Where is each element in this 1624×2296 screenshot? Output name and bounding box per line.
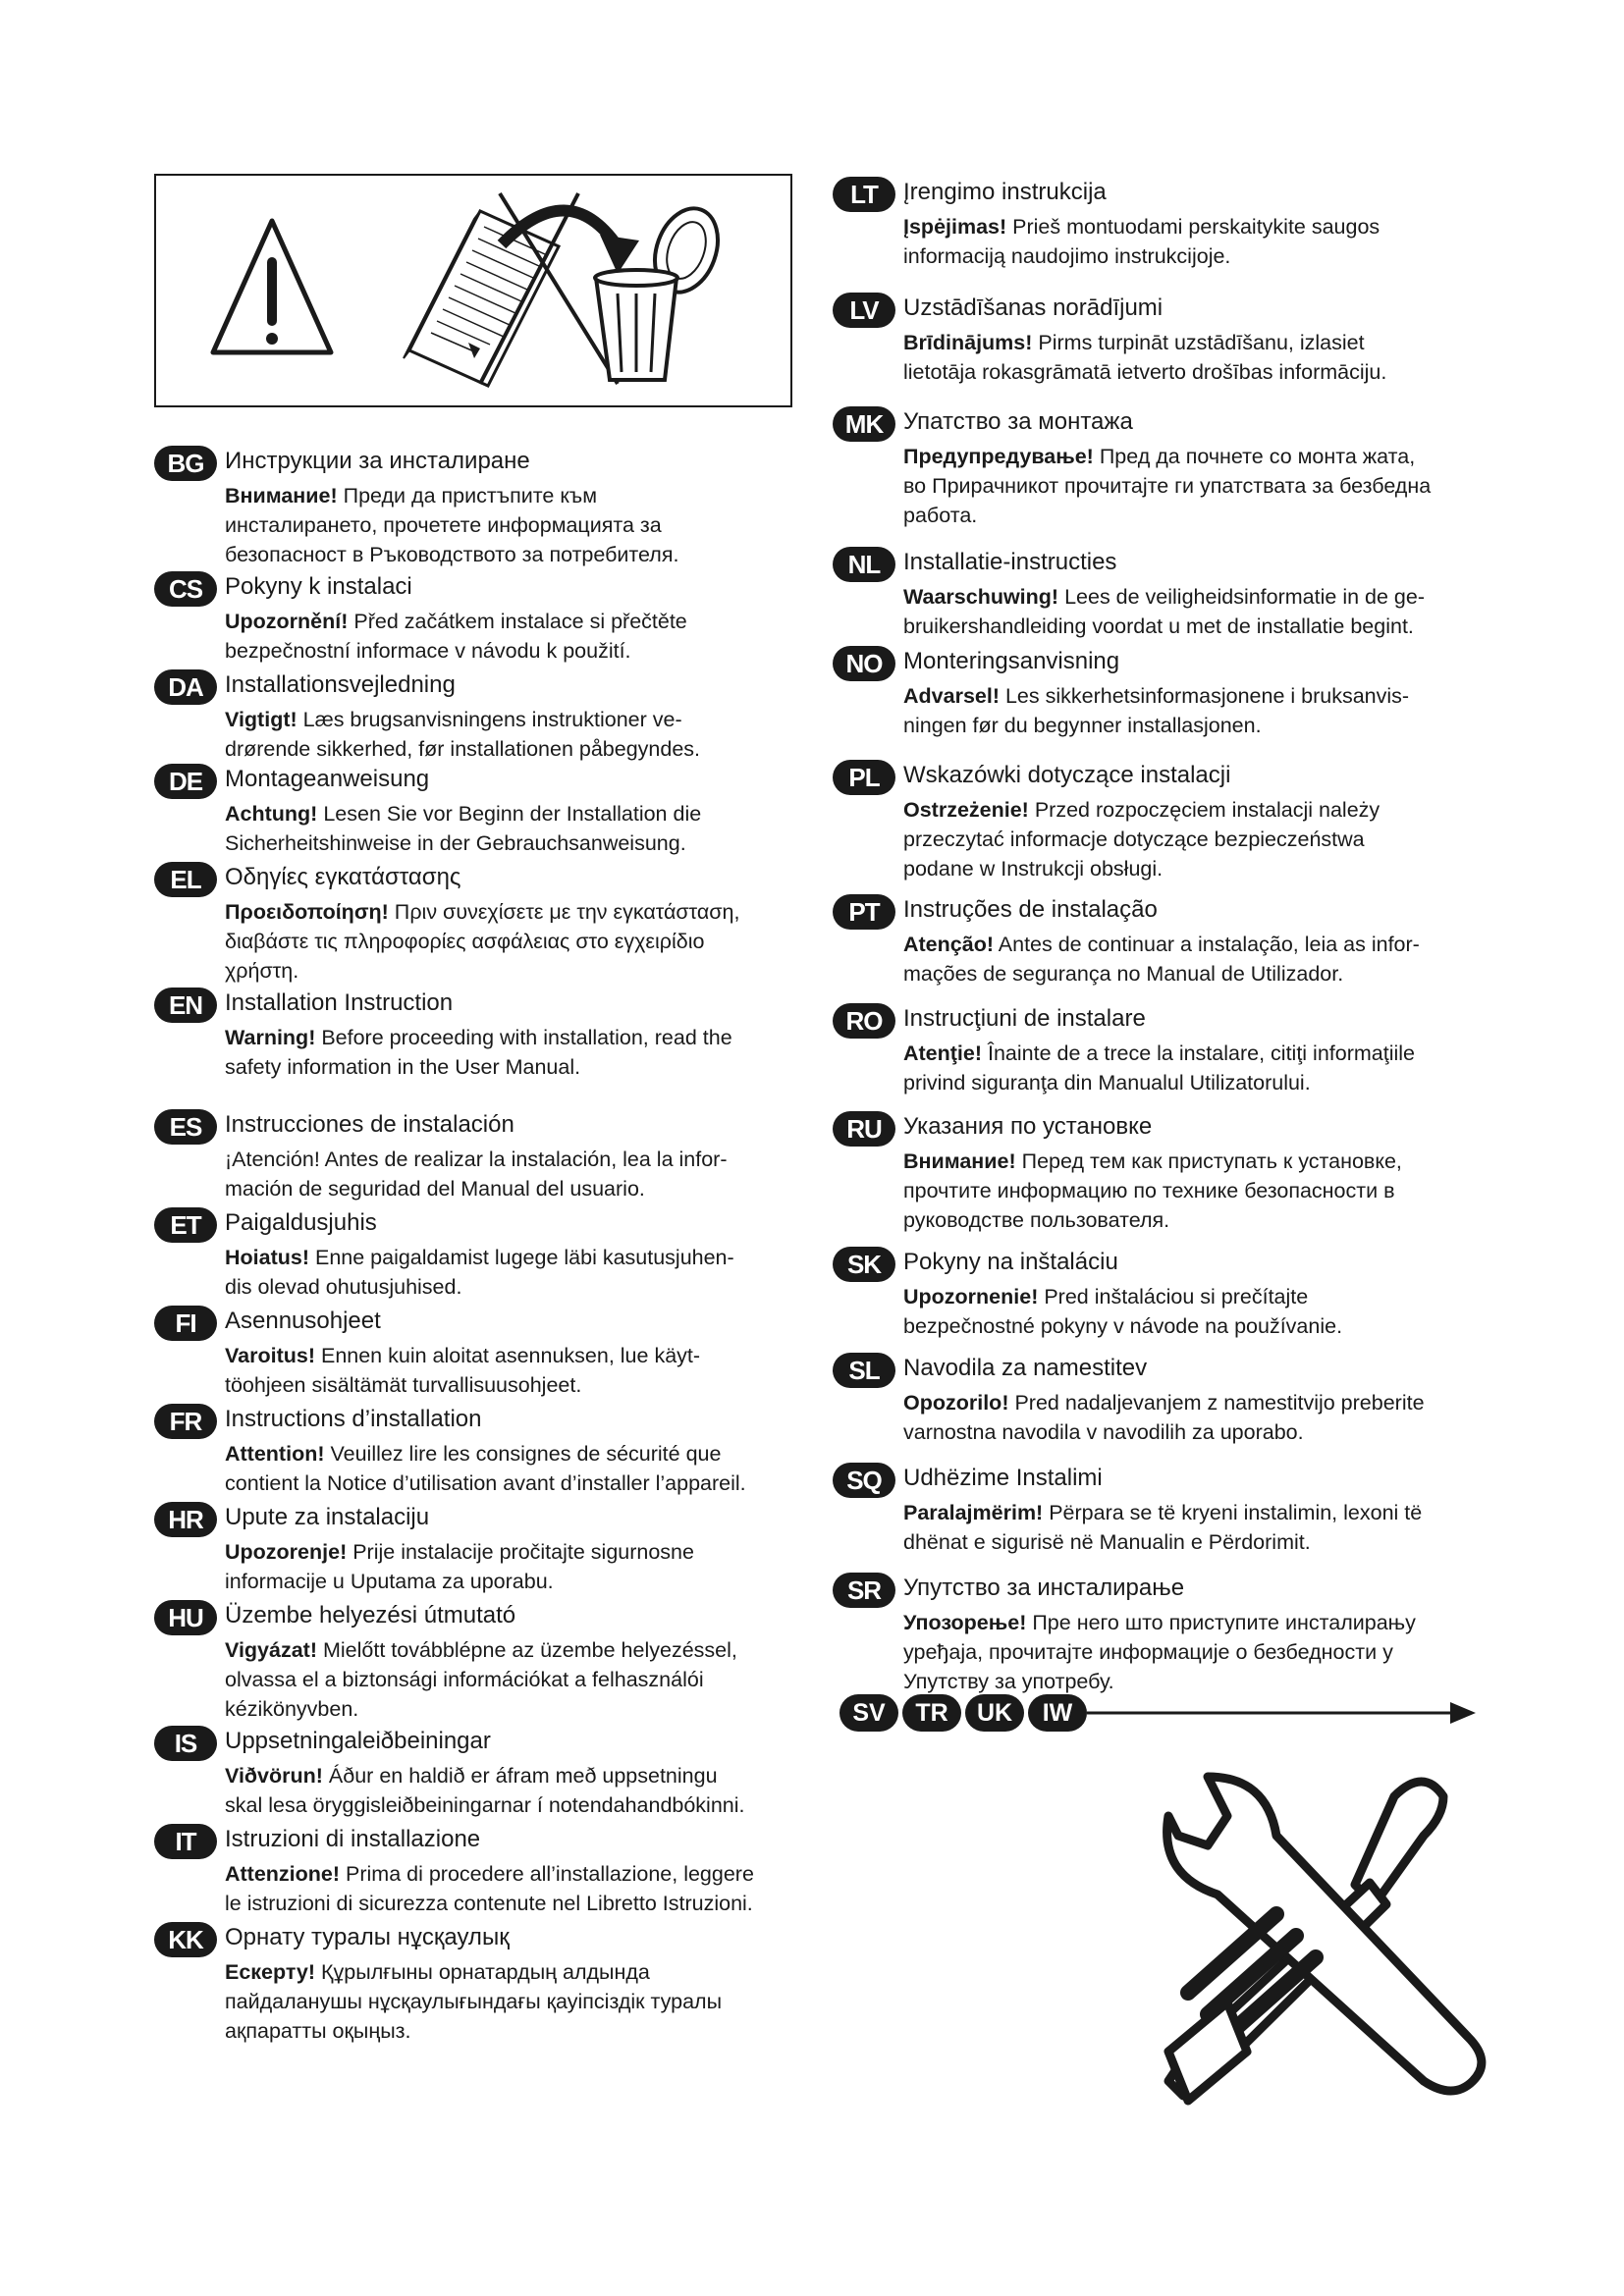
body-text: lietotāja rokasgrāmatā ietverto drošības informāciju. xyxy=(903,360,1387,384)
language-code-badge: HU xyxy=(154,1600,217,1635)
body-text: Пре него што приступите инсталирању xyxy=(1026,1611,1416,1634)
language-entry-body xyxy=(225,607,687,666)
body-text: Áður en haldið er áfram með uppsetningu xyxy=(322,1764,718,1788)
language-code-badge: KK xyxy=(154,1922,217,1957)
language-entry-title: Įrengimo instrukcija xyxy=(903,179,1107,205)
language-entry-title: Instruções de instalação xyxy=(903,896,1158,923)
warning-label: Attention! xyxy=(225,1442,325,1466)
language-entry-title: Pokyny na inštaláciu xyxy=(903,1249,1118,1275)
warning-label: Advarsel! xyxy=(903,684,1000,708)
language-entry-title: Инструкции за инсталиране xyxy=(225,448,530,474)
body-line xyxy=(225,2016,722,2046)
body-line xyxy=(225,1889,754,1918)
language-entry-title: Monteringsanvisning xyxy=(903,648,1120,674)
language-entry-body xyxy=(903,1498,1422,1557)
language-entry-title: Instrucţiuni de instalare xyxy=(903,1005,1146,1032)
body-line xyxy=(903,1176,1402,1205)
language-code-badge: SL xyxy=(833,1353,895,1388)
body-text: skal lesa öryggisleiðbeiningarnar í notendahandbókinni. xyxy=(225,1793,745,1817)
body-line xyxy=(903,1667,1416,1696)
body-line xyxy=(225,1957,722,1987)
body-line xyxy=(225,1694,737,1724)
wrench-screwdriver-icon xyxy=(1129,1757,1502,2120)
body-line xyxy=(903,612,1425,641)
body-text: Enne paigaldamist lugege läbi kasutusjuhen- xyxy=(309,1246,734,1269)
warning-label: Upozornění! xyxy=(225,610,349,633)
language-code-badge: HR xyxy=(154,1502,217,1537)
language-entry-title: Instrucciones de instalación xyxy=(225,1111,514,1138)
warning-label: Warning! xyxy=(225,1026,316,1049)
body-line xyxy=(903,1388,1425,1417)
body-text: работа. xyxy=(903,504,978,527)
warning-label: Ostrzeżenie! xyxy=(903,798,1029,822)
body-text: Prieš montuodami perskaitykite saugos xyxy=(1006,215,1380,239)
body-line xyxy=(225,705,700,734)
warning-label: Opozorilo! xyxy=(903,1391,1009,1415)
body-line xyxy=(903,930,1420,959)
language-code-badge: DA xyxy=(154,669,217,705)
body-text: dis olevad ohutusjuhised. xyxy=(225,1275,462,1299)
body-text: во Прирачникот прочитајте ги упатствата за безбедна xyxy=(903,474,1432,498)
body-text: Перед тем как приступать к установке, xyxy=(1015,1149,1402,1173)
language-entry-body xyxy=(903,795,1380,883)
warning-label: Предупредување! xyxy=(903,445,1094,468)
language-code-badge: SR xyxy=(833,1573,895,1608)
language-code-badge: RO xyxy=(833,1003,895,1039)
language-entry-body xyxy=(903,1608,1416,1696)
body-text: Před začátkem instalace si přečtěte xyxy=(348,610,687,633)
language-code-badge: MK xyxy=(833,406,895,442)
body-line xyxy=(903,442,1431,471)
language-entry-title: Упатство за монтажа xyxy=(903,408,1133,435)
body-line xyxy=(225,1243,734,1272)
body-text: Ennen kuin aloitat asennuksen, lue käyt- xyxy=(315,1344,701,1367)
body-line xyxy=(903,1637,1416,1667)
language-entry-body xyxy=(903,582,1425,641)
body-text: ақпаратты оқыңыз. xyxy=(225,2019,411,2043)
language-entry-body xyxy=(903,681,1409,740)
more-languages-row xyxy=(839,1694,1488,1743)
body-text: Преди да пристъпите към xyxy=(337,484,597,507)
body-line xyxy=(225,1272,734,1302)
body-text: инсталирането, прочетете информацията за xyxy=(225,513,662,537)
language-entry-body xyxy=(225,1439,746,1498)
body-line xyxy=(225,1174,728,1203)
language-badge: IW xyxy=(1028,1694,1087,1732)
warning-label: Įspėjimas! xyxy=(903,215,1007,239)
language-entry-title: Installation Instruction xyxy=(225,989,454,1016)
body-text: Pirms turpināt uzstādīšanu, izlasiet xyxy=(1032,331,1365,354)
language-entry-title: Орнату туралы нұсқаулық xyxy=(225,1924,510,1950)
body-line xyxy=(225,540,678,569)
language-code-badge: SK xyxy=(833,1247,895,1282)
body-text: informaciją naudojimo instrukcijoje. xyxy=(903,244,1231,268)
language-code-badge: CS xyxy=(154,571,217,607)
language-entry-body xyxy=(225,1145,728,1203)
warning-label: Внимание! xyxy=(903,1149,1016,1173)
body-text: уређаја, прочитајте информације о безбедности у xyxy=(903,1640,1393,1664)
body-line xyxy=(225,1635,737,1665)
body-text: podane w Instrukcji obsługi. xyxy=(903,857,1164,881)
warning-label: Atenţie! xyxy=(903,1041,983,1065)
body-line xyxy=(225,636,687,666)
body-line xyxy=(225,1665,737,1694)
body-line xyxy=(225,1761,745,1790)
language-entry-title: Instructions d’installation xyxy=(225,1406,482,1432)
language-entry-body xyxy=(903,1039,1415,1097)
language-entry-body xyxy=(903,930,1420,988)
body-line xyxy=(903,959,1420,988)
body-text: Përpara se të kryeni instalimin, lexoni të xyxy=(1043,1501,1423,1524)
body-line xyxy=(225,828,701,858)
body-line xyxy=(225,481,678,510)
body-line xyxy=(903,582,1425,612)
body-line xyxy=(903,711,1409,740)
warning-label: Upozornenie! xyxy=(903,1285,1039,1308)
body-line xyxy=(225,1341,700,1370)
body-line xyxy=(225,956,739,986)
warning-label: Προειδοποίηση! xyxy=(225,900,389,924)
language-code-badge: IT xyxy=(154,1824,217,1859)
warning-illustration-box xyxy=(154,174,792,407)
body-line xyxy=(225,1145,728,1174)
body-line xyxy=(903,1498,1422,1527)
language-entry-title: Paigaldusjuhis xyxy=(225,1209,377,1236)
language-entry-title: Installationsvejledning xyxy=(225,671,456,698)
body-text: contient la Notice d’utilisation avant d’installer l’appareil. xyxy=(225,1471,746,1495)
language-entry-body xyxy=(225,1957,722,2046)
body-text: Înainte de a trece la instalare, citiţi informaţiile xyxy=(982,1041,1415,1065)
manual-booklet-icon xyxy=(404,211,559,386)
body-line xyxy=(225,1439,746,1468)
warning-label: Hoiatus! xyxy=(225,1246,309,1269)
trash-bin-icon xyxy=(595,199,729,380)
language-code-badge: PL xyxy=(833,760,895,795)
body-text: Πριν συνεχίσετε με την εγκατάσταση, xyxy=(388,900,740,924)
language-entry-title: Installatie-instructies xyxy=(903,549,1117,575)
language-entry-title: Navodila za namestitev xyxy=(903,1355,1148,1381)
body-text: διαβάστε τις πληροφορίες ασφάλειας στο εγχειρίδιο xyxy=(225,930,705,953)
warning-label: Упозорење! xyxy=(903,1611,1027,1634)
language-badge: TR xyxy=(902,1694,961,1732)
language-entry-body xyxy=(903,1388,1425,1447)
body-line xyxy=(903,241,1380,271)
warning-label: Ескерту! xyxy=(225,1960,316,1984)
body-text: bezpečnostné pokyny v návode na používanie. xyxy=(903,1314,1343,1338)
language-entry-title: Упутство за инсталирање xyxy=(903,1575,1185,1601)
body-line xyxy=(903,1527,1422,1557)
body-line xyxy=(903,471,1431,501)
body-line xyxy=(903,1068,1415,1097)
language-code-badge: PT xyxy=(833,894,895,930)
language-entry-title: Οδηγίες εγκατάστασης xyxy=(225,864,461,890)
warning-label: Внимание! xyxy=(225,484,338,507)
language-code-badge: NO xyxy=(833,646,895,681)
body-text: Құрылғыны орнатардың алдында xyxy=(315,1960,650,1984)
language-code-badge: ES xyxy=(154,1109,217,1145)
body-text: drørende sikkerhed, før installationen påbegyndes. xyxy=(225,737,701,761)
body-text: Przed rozpoczęciem instalacji należy xyxy=(1028,798,1380,822)
body-line xyxy=(225,927,739,956)
warning-label: Atenção! xyxy=(903,933,994,956)
language-entry-body xyxy=(225,1341,700,1400)
body-text: Les sikkerhetsinformasjonene i bruksanvis- xyxy=(1000,684,1410,708)
warning-illustration xyxy=(156,176,790,405)
language-entry-body xyxy=(903,1282,1342,1341)
body-text: mações de segurança no Manual de Utilizador. xyxy=(903,962,1344,986)
body-line xyxy=(225,734,700,764)
body-line xyxy=(225,1537,694,1567)
body-text: Pred nadaljevanjem z namestitvijo preberite xyxy=(1008,1391,1425,1415)
warning-label: Upozorenje! xyxy=(225,1540,348,1564)
arrow-right-icon xyxy=(1087,1698,1480,1728)
body-line xyxy=(903,212,1380,241)
body-text: ningen før du begynner installasjonen. xyxy=(903,714,1262,737)
language-entry-title: Istruzioni di installazione xyxy=(225,1826,481,1852)
language-badge: UK xyxy=(965,1694,1024,1732)
body-line xyxy=(225,799,701,828)
warning-label: Varoitus! xyxy=(225,1344,315,1367)
language-code-badge: LT xyxy=(833,177,895,212)
body-text: Prima di procedere all’installazione, leggere xyxy=(340,1862,754,1886)
language-code-badge: FI xyxy=(154,1306,217,1341)
warning-label: Vigyázat! xyxy=(225,1638,317,1662)
body-text: le istruzioni di sicurezza contenute nel Libretto Istruzioni. xyxy=(225,1892,753,1915)
body-line xyxy=(225,897,739,927)
language-entry-body xyxy=(225,1761,745,1820)
body-line xyxy=(225,1370,700,1400)
language-entry-title: Uppsetningaleiðbeiningar xyxy=(225,1728,491,1754)
body-text: χρήστη. xyxy=(225,959,299,983)
body-text: przeczytać informacje dotyczące bezpieczeństwa xyxy=(903,828,1365,851)
language-code-badge: ET xyxy=(154,1207,217,1243)
body-text: Veuillez lire les consignes de sécurité que xyxy=(324,1442,722,1466)
body-text: Antes de continuar a instalação, leia as infor- xyxy=(993,933,1420,956)
body-text: varnostna navodila v navodilih za uporabo. xyxy=(903,1420,1304,1444)
body-line xyxy=(225,1859,754,1889)
body-line xyxy=(225,1052,732,1082)
body-line xyxy=(903,795,1380,825)
body-text: dhënat e sigurisë në Manualin e Përdorimit. xyxy=(903,1530,1311,1554)
language-badge: SV xyxy=(839,1694,898,1732)
warning-label: Attenzione! xyxy=(225,1862,341,1886)
body-line xyxy=(225,1987,722,2016)
body-text: прочтите информацию по технике безопасности в xyxy=(903,1179,1395,1202)
language-entry-body xyxy=(225,1859,754,1918)
language-code-badge: BG xyxy=(154,446,217,481)
warning-label: Vigtigt! xyxy=(225,708,298,731)
language-code-badge: EL xyxy=(154,862,217,897)
body-text: Lees de veiligheidsinformatie in de ge- xyxy=(1058,585,1425,609)
language-entry-title: Üzembe helyezési útmutató xyxy=(225,1602,516,1629)
language-code-badge: SQ xyxy=(833,1463,895,1498)
body-text: töohjeen sisältämät turvallisuusohjeet. xyxy=(225,1373,582,1397)
body-text: Пред да почнете со монта жата, xyxy=(1093,445,1416,468)
warning-label: Brīdinājums! xyxy=(903,331,1033,354)
body-line xyxy=(903,854,1380,883)
body-text: Prije instalacije pročitajte sigurnosne xyxy=(347,1540,694,1564)
language-entry-body xyxy=(225,897,739,986)
body-text: safety information in the User Manual. xyxy=(225,1055,581,1079)
language-entry-title: Uzstādīšanas norādījumi xyxy=(903,294,1164,321)
language-entry-title: Udhëzime Instalimi xyxy=(903,1465,1103,1491)
body-line xyxy=(903,1608,1416,1637)
body-text: ¡Atención! Antes de realizar la instalación, lea la infor- xyxy=(225,1148,728,1171)
language-entry-title: Upute za instalaciju xyxy=(225,1504,430,1530)
language-entry-body xyxy=(225,1635,737,1724)
language-entry-body xyxy=(225,1023,732,1082)
body-text: privind siguranţa din Manualul Utilizatorului. xyxy=(903,1071,1311,1095)
language-code-badge: DE xyxy=(154,764,217,799)
body-text: Mielőtt továbblépne az üzembe helyezéssel, xyxy=(317,1638,737,1662)
body-line xyxy=(903,501,1431,530)
language-entry-body xyxy=(903,1147,1402,1235)
warning-label: Paralajmërim! xyxy=(903,1501,1044,1524)
body-line xyxy=(903,1311,1342,1341)
language-entry-body xyxy=(225,1537,694,1596)
body-text: Before proceeding with installation, read the xyxy=(315,1026,732,1049)
language-code-badge: LV xyxy=(833,293,895,328)
language-code-badge: RU xyxy=(833,1111,895,1147)
body-line xyxy=(903,357,1386,387)
body-text: mación de seguridad del Manual del usuario. xyxy=(225,1177,645,1201)
body-line xyxy=(903,1147,1402,1176)
body-line xyxy=(225,510,678,540)
warning-label: Achtung! xyxy=(225,802,318,826)
body-text: Læs brugsanvisningens instruktioner ve- xyxy=(297,708,682,731)
body-text: безопасност в Ръководството за потребителя. xyxy=(225,543,679,566)
language-entry-body xyxy=(225,1243,734,1302)
language-entry-title: Asennusohjeet xyxy=(225,1308,381,1334)
language-entry-body xyxy=(225,481,678,569)
language-entry-body xyxy=(903,212,1380,271)
body-line xyxy=(903,1039,1415,1068)
warning-triangle-icon xyxy=(213,221,331,352)
body-line xyxy=(225,1023,732,1052)
body-line xyxy=(225,1790,745,1820)
language-entry-title: Montageanweisung xyxy=(225,766,430,792)
body-text: bezpečnostní informace v návodu k použití. xyxy=(225,639,631,663)
language-code-badge: IS xyxy=(154,1726,217,1761)
warning-label: Viðvörun! xyxy=(225,1764,323,1788)
body-text: informacije u Uputama za uporabu. xyxy=(225,1570,554,1593)
language-entry-body xyxy=(225,705,700,764)
language-entry-title: Pokyny k instalaci xyxy=(225,573,412,600)
language-code-badge: FR xyxy=(154,1404,217,1439)
body-line xyxy=(903,328,1386,357)
language-entry-body xyxy=(903,328,1386,387)
language-entry-body xyxy=(225,799,701,858)
language-entry-title: Wskazówki dotyczące instalacji xyxy=(903,762,1231,788)
body-line xyxy=(225,1567,694,1596)
body-text: olvassa el a biztonsági információkat a felhasználói xyxy=(225,1668,704,1691)
body-text: bruikershandleiding voordat u met de installatie begint. xyxy=(903,614,1414,638)
body-line xyxy=(903,1282,1342,1311)
body-text: Lesen Sie vor Beginn der Installation die xyxy=(317,802,702,826)
body-text: Pred inštaláciou si prečítajte xyxy=(1038,1285,1309,1308)
body-line xyxy=(903,681,1409,711)
body-line xyxy=(225,607,687,636)
warning-label: Waarschuwing! xyxy=(903,585,1059,609)
body-line xyxy=(903,1205,1402,1235)
body-line xyxy=(225,1468,746,1498)
language-code-badge: NL xyxy=(833,547,895,582)
language-entry-body xyxy=(903,442,1431,530)
body-text: kézikönyvben. xyxy=(225,1697,359,1721)
body-text: Sicherheitshinweise in der Gebrauchsanweisung. xyxy=(225,831,686,855)
body-line xyxy=(903,1417,1425,1447)
body-text: Упутству за употребу. xyxy=(903,1670,1114,1693)
body-text: пайдаланушы нұсқаулығындағы қауіпсіздік туралы xyxy=(225,1990,723,2013)
body-text: руководстве пользователя. xyxy=(903,1208,1170,1232)
body-line xyxy=(903,825,1380,854)
language-code-badge: EN xyxy=(154,988,217,1023)
language-entry-title: Указания по установке xyxy=(903,1113,1153,1140)
